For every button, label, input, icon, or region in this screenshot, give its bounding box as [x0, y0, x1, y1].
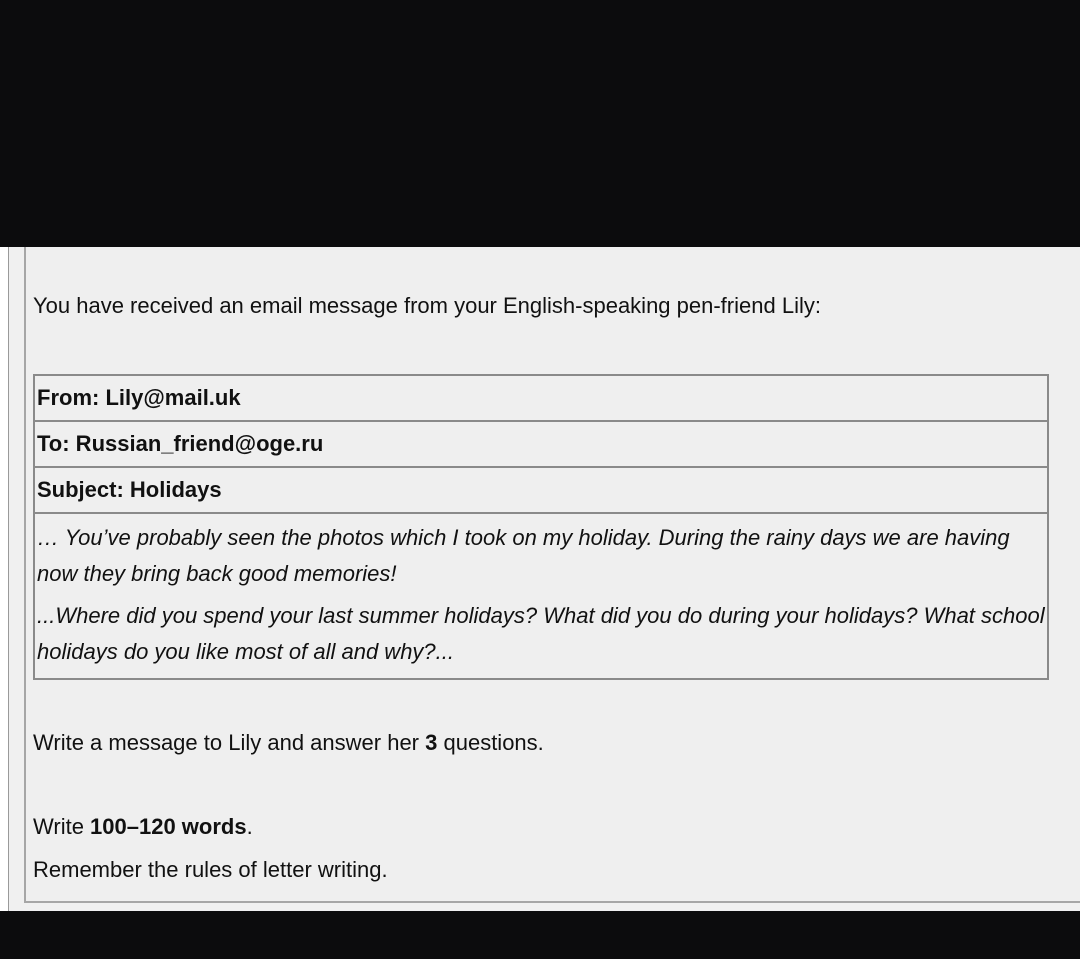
email-subject-row: Subject: Holidays — [35, 468, 1047, 514]
email-paragraph-1: … You’ve probably seen the photos which I took on my holiday. During the rainy days we are having now they bring back good memories! — [37, 525, 1010, 586]
task-line2-suffix: . — [246, 814, 253, 839]
task-answer-questions — [33, 730, 544, 756]
task-line2-prefix: Write — [33, 814, 91, 839]
top-black-bar — [0, 0, 1080, 247]
task-word-range: 100–120 words — [90, 814, 247, 839]
task-line1-prefix: Write a message to Lily and answer her — [33, 730, 426, 755]
email-from-row: From: Lily@mail.uk — [35, 376, 1047, 422]
task-question-count: 3 — [425, 730, 438, 755]
bottom-black-bar — [0, 911, 1080, 959]
task-letter-rules: Remember the rules of letter writing. — [33, 857, 388, 882]
email-to-row: To: Russian_friend@oge.ru — [35, 422, 1047, 468]
document-frame — [0, 247, 1080, 911]
email-body — [35, 514, 1047, 678]
intro-text: You have received an email message from your English-speaking pen-friend Lily: — [33, 293, 821, 318]
email-table — [33, 374, 1049, 680]
task-line1-suffix: questions. — [437, 730, 544, 755]
task-word-count — [33, 814, 253, 840]
email-paragraph-2: ...Where did you spend your last summer holidays? What did you do during your holidays? What school holidays do you like most of all and why?... — [37, 603, 1045, 664]
